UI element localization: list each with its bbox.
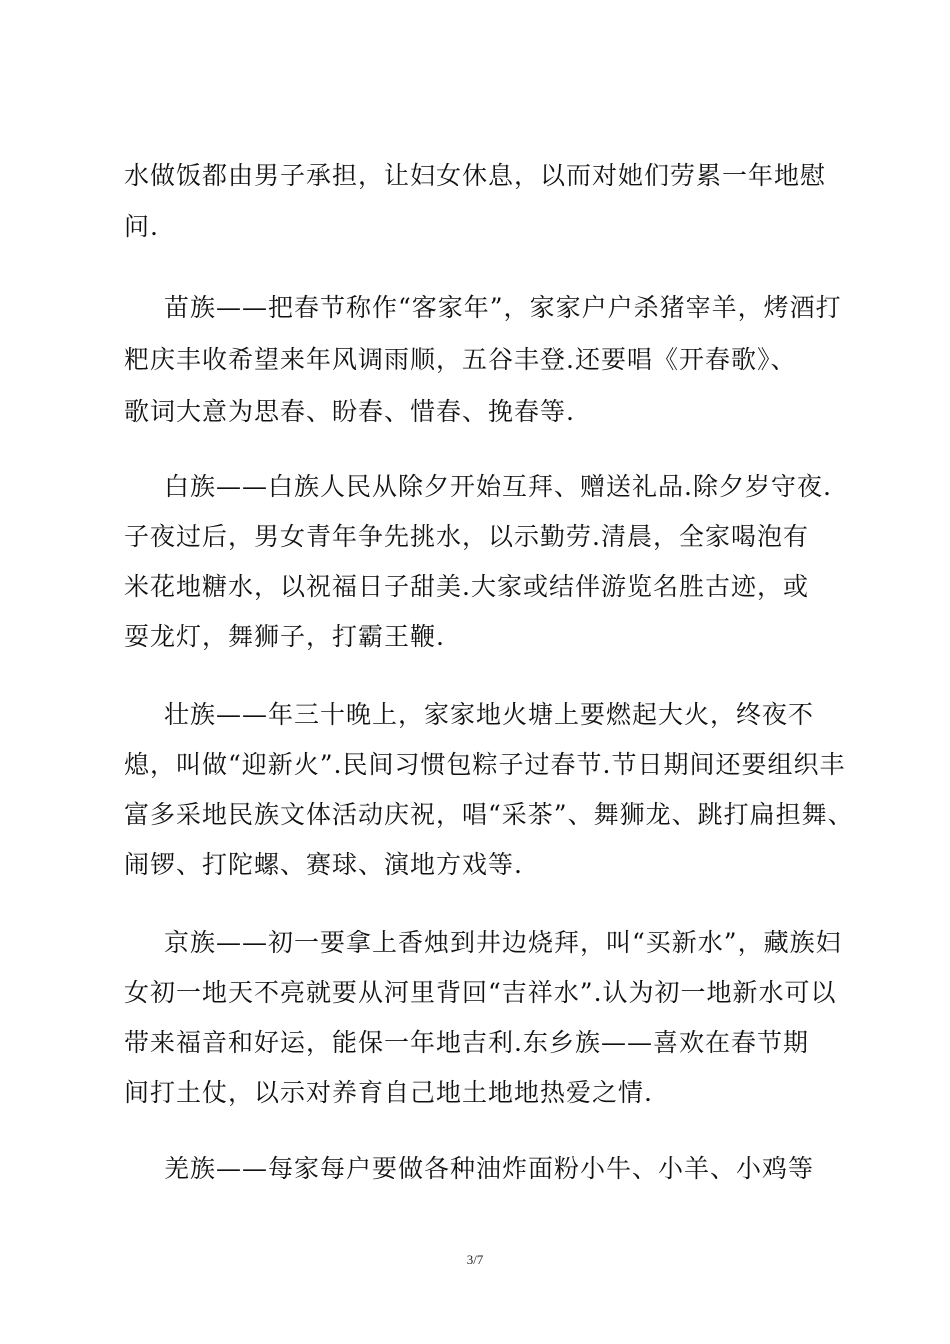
text-line: 问. xyxy=(124,212,159,241)
paragraph-start-line: 京族——初一要拿上香烛到井边烧拜，叫“买新水”，藏族妇 xyxy=(164,928,842,957)
page-number: 3/7 xyxy=(466,1252,484,1267)
text-line: 闹锣、打陀螺、赛球、演地方戏等. xyxy=(124,850,523,879)
text-line: 耍龙灯，舞狮子，打霸王鞭. xyxy=(124,622,445,651)
text-line: 子夜过后，男女青年争先挑水，以示勤劳.清晨，全家喝泡有 xyxy=(124,522,809,551)
paragraph-start-line: 苗族——把春节称作“客家年”，家家户户杀猪宰羊，烤酒打 xyxy=(164,293,842,322)
text-line: 歌词大意为思春、盼春、惜春、挽春等. xyxy=(124,397,575,426)
text-line: 女初一地天不亮就要从河里背回“吉祥水”.认为初一地新水可以 xyxy=(124,978,837,1007)
text-line: 水做饭都由男子承担，让妇女休息，以而对她们劳累一年地慰 xyxy=(124,161,827,190)
text-line: 带来福音和好运，能保一年地吉利.东乡族——喜欢在春节期 xyxy=(124,1028,809,1057)
text-line: 间打土仗，以示对养育自己地土地地热爱之情. xyxy=(124,1078,653,1107)
paragraph-start-line: 白族——白族人民从除夕开始互拜、赠送礼品.除夕岁守夜. xyxy=(164,472,832,501)
text-line: 熄，叫做“迎新火”.民间习惯包粽子过春节.节日期间还要组织丰 xyxy=(124,750,846,779)
paragraph-start-line: 壮族——年三十晚上，家家地火塘上要燃起大火，终夜不 xyxy=(164,700,815,729)
text-line: 富多采地民族文体活动庆祝，唱“采茶”、舞狮龙、跳打扁担舞、 xyxy=(124,800,854,829)
paragraph-start-line: 羌族——每家每户要做各种油炸面粉小牛、小羊、小鸡等 xyxy=(164,1154,815,1183)
text-line: 米花地糖水，以祝福日子甜美.大家或结伴游览名胜古迹，或 xyxy=(124,572,809,601)
text-line: 粑庆丰收希望来年风调雨顺，五谷丰登.还要唱《开春歌》、 xyxy=(124,345,797,374)
